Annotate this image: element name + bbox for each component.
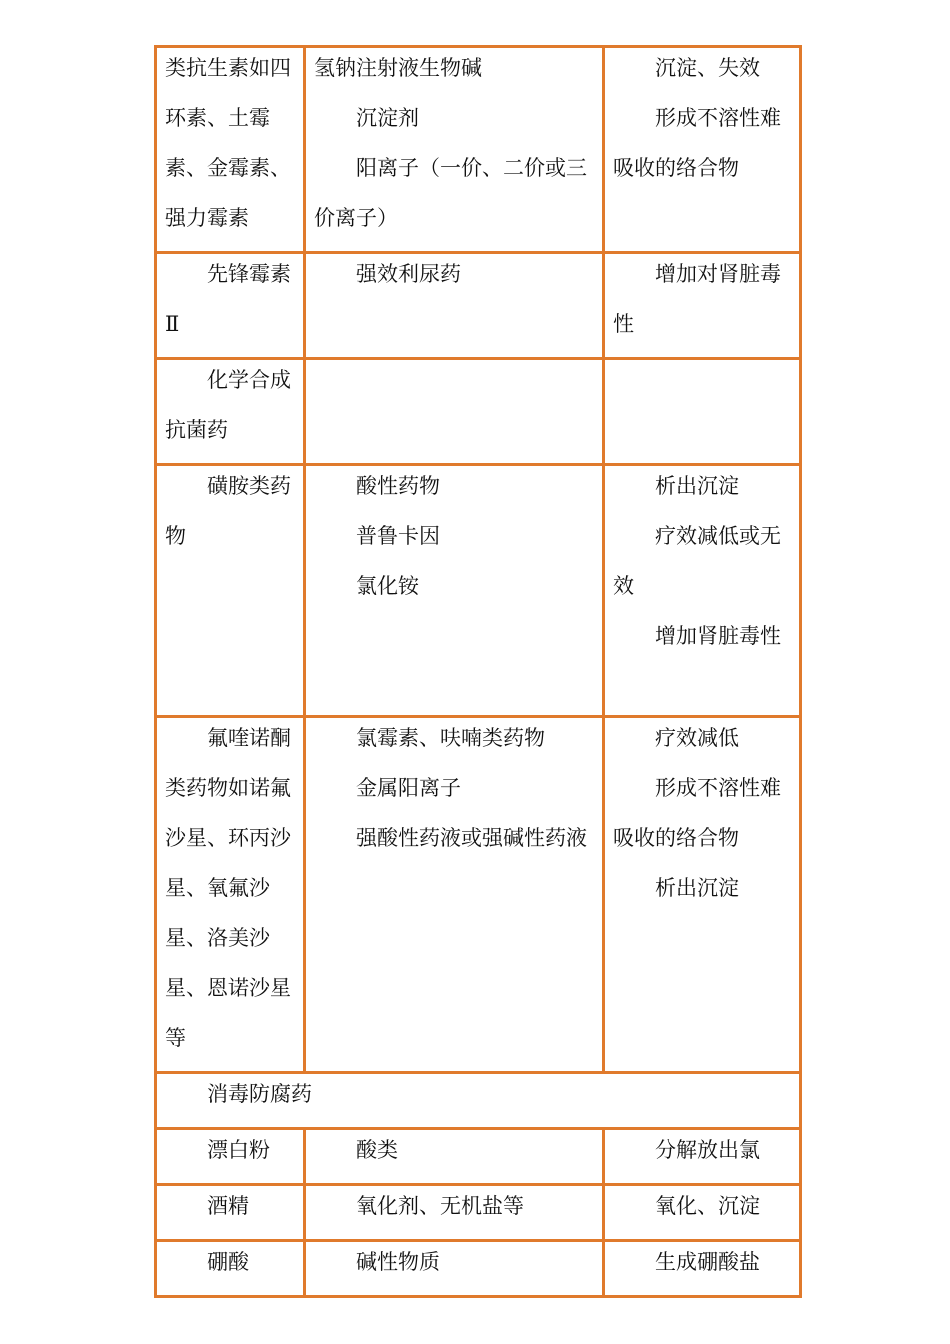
section-row [156,1073,801,1129]
incompatible-cell [305,253,604,359]
cell-text: 氧化、沉淀 [655,1194,760,1218]
cell-text: 生成硼酸盐 [655,1250,760,1274]
cell-text: 分解放出氯 [655,1138,760,1162]
cell-text: 疗效减低 [655,726,739,750]
cell-text: 析出沉淀 [655,876,739,900]
incompatible-cell [305,1241,604,1297]
cell-text: 强效利尿药 [356,262,461,286]
table-row [156,47,801,253]
result-cell [604,47,801,253]
section-heading [156,1073,801,1129]
table-row [156,717,801,1073]
cell-text: 类抗生素如四环素、土霉素、金霉素、强力霉素 [165,56,291,230]
drug-cell [156,359,305,465]
result-cell [604,359,801,465]
cell-text: 增加肾脏毒性 [655,624,781,648]
cell-text: 氢钠注射液生物碱 [314,56,482,80]
drug-cell [156,717,305,1073]
cell-text: 酸类 [356,1138,398,1162]
result-cell [604,1185,801,1241]
cell-text: 氯霉素、呋喃类药物 [356,726,545,750]
cell-text: 酸性药物 [356,474,440,498]
cell-text: 形成不溶性难吸收的络合物 [613,776,781,850]
cell-text: 酒精 [207,1194,249,1218]
table-row [156,465,801,717]
incompatible-cell [305,47,604,253]
result-cell [604,717,801,1073]
cell-text: 增加对肾脏毒性 [613,262,781,336]
table-row [156,1129,801,1185]
result-cell [604,253,801,359]
incompatible-cell [305,717,604,1073]
cell-text: 疗效减低或无效 [613,524,781,598]
result-cell [604,465,801,717]
cell-text: 形成不溶性难吸收的络合物 [613,106,781,180]
cell-text: 沉淀、失效 [655,56,760,80]
drug-interaction-table [154,45,802,1298]
cell-text: 硼酸 [207,1250,249,1274]
section-title: 消毒防腐药 [207,1082,312,1106]
table-row [156,359,801,465]
drug-cell [156,1241,305,1297]
result-cell [604,1129,801,1185]
cell-text: 氧化剂、无机盐等 [356,1194,524,1218]
cell-text: 氟喹诺酮类药物如诺氟沙星、环丙沙星、氧氟沙星、洛美沙星、恩诺沙星等 [165,726,291,1050]
cell-text: 阳离子（一价、二价或三价离子） [314,156,587,230]
cell-text: 磺胺类药物 [165,474,291,548]
table-row [156,1241,801,1297]
cell-text: 金属阳离子 [356,776,461,800]
cell-text: 强酸性药液或强碱性药液 [356,826,587,850]
drug-cell [156,47,305,253]
drug-cell [156,253,305,359]
table-row [156,1185,801,1241]
result-cell [604,1241,801,1297]
drug-cell [156,1185,305,1241]
cell-text: 漂白粉 [207,1138,270,1162]
incompatible-cell [305,1185,604,1241]
cell-text: 沉淀剂 [356,106,419,130]
cell-text: 普鲁卡因 [356,524,440,548]
drug-cell [156,465,305,717]
cell-text: 氯化铵 [356,574,419,598]
cell-text: 碱性物质 [356,1250,440,1274]
cell-text: 化学合成抗菌药 [165,368,291,442]
incompatible-cell [305,1129,604,1185]
drug-cell [156,1129,305,1185]
cell-text: 析出沉淀 [655,474,739,498]
incompatible-cell [305,465,604,717]
cell-text: 先锋霉素Ⅱ [165,262,291,336]
table-row [156,253,801,359]
incompatible-cell [305,359,604,465]
